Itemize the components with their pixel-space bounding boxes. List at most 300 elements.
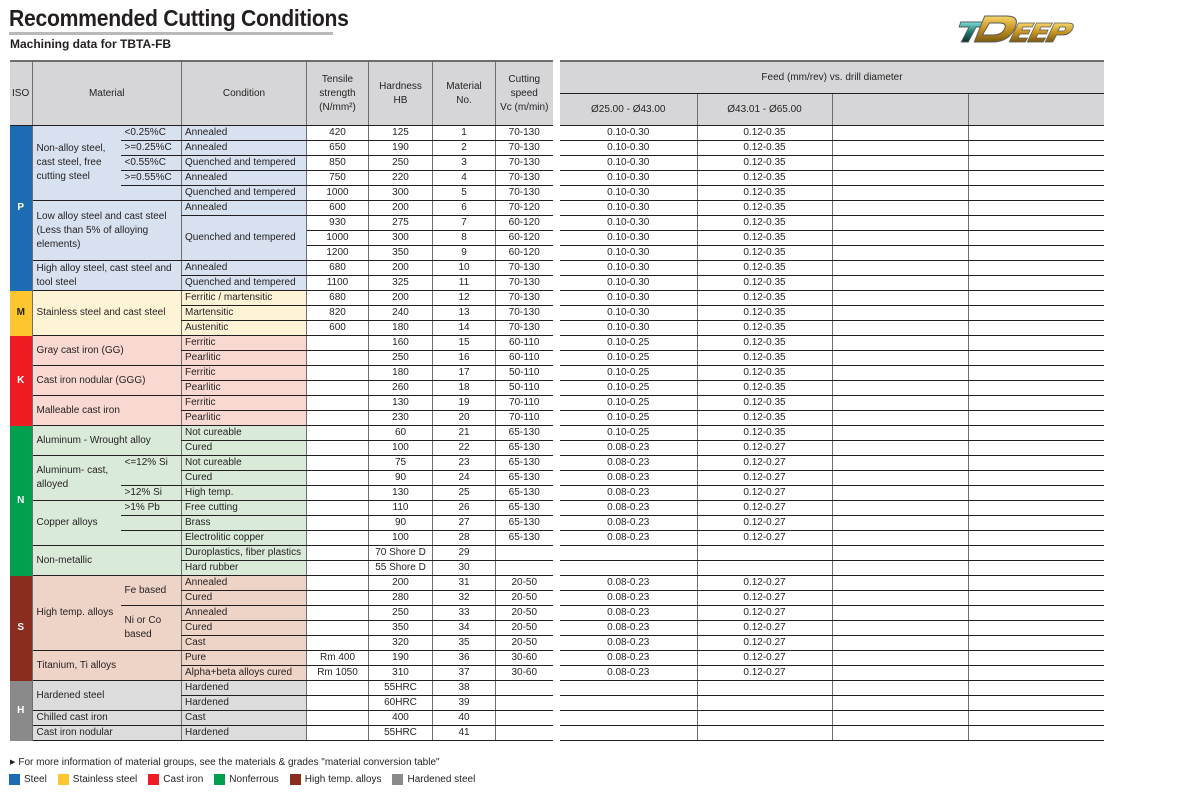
- hardness-cell: 260: [369, 381, 433, 396]
- condition-cell: Alpha+beta alloys cured: [182, 666, 307, 681]
- feed-row: [560, 276, 1104, 291]
- header-tensile-line2: strength: [319, 87, 356, 99]
- material-subgroup: [121, 516, 182, 531]
- feed-range-3-cell: [832, 441, 968, 456]
- tensile-cell: [307, 621, 369, 636]
- feed-range-2-cell: 0.12-0.27: [697, 441, 832, 456]
- feed-range-1-cell: 0.10-0.30: [560, 171, 697, 186]
- feed-range-3-cell: [832, 711, 968, 726]
- feed-range-1-cell: 0.10-0.25: [560, 336, 697, 351]
- feed-row: [560, 681, 1104, 696]
- header-hardness-line1: Hardness: [379, 80, 422, 92]
- cutting-speed-cell: 65-130: [496, 456, 553, 471]
- feed-range-4-cell: [968, 711, 1104, 726]
- cutting-speed-cell: 70-130: [496, 141, 553, 156]
- feed-row: [560, 441, 1104, 456]
- feed-range-2-cell: [697, 561, 832, 576]
- feed-range-3-cell: [832, 561, 968, 576]
- cutting-speed-cell: 65-130: [496, 531, 553, 546]
- feed-range-4-cell: [968, 351, 1104, 366]
- material-subgroup: >=0.25%C: [121, 141, 182, 156]
- feed-range-1-cell: 0.08-0.23: [560, 666, 697, 681]
- tensile-cell: [307, 576, 369, 591]
- material-no-cell: 32: [433, 591, 496, 606]
- feed-range-2-cell: 0.12-0.27: [697, 636, 832, 651]
- feed-range-3-cell: [832, 306, 968, 321]
- feed-range-1-cell: 0.10-0.25: [560, 366, 697, 381]
- tensile-cell: 420: [307, 126, 369, 141]
- feed-range-3-cell: [832, 651, 968, 666]
- tensile-cell: [307, 486, 369, 501]
- feed-range-1-cell: 0.10-0.30: [560, 201, 697, 216]
- feed-range-4-cell: [968, 546, 1104, 561]
- feed-range-1-cell: 0.10-0.25: [560, 411, 697, 426]
- tensile-cell: 1200: [307, 246, 369, 261]
- condition-cell: Cured: [182, 441, 307, 456]
- hardness-cell: 310: [369, 666, 433, 681]
- feed-range-2-cell: 0.12-0.35: [697, 351, 832, 366]
- material-subgroup: <0.55%C: [121, 156, 182, 171]
- legend-swatch: [392, 774, 403, 785]
- hardness-cell: 90: [369, 516, 433, 531]
- cutting-speed-cell: 65-130: [496, 471, 553, 486]
- feed-range-3-cell: [832, 606, 968, 621]
- condition-cell: Pearlitic: [182, 381, 307, 396]
- feed-range-4-cell: [968, 471, 1104, 486]
- feed-range-3-cell: [832, 261, 968, 276]
- feed-range-4-cell: [968, 216, 1104, 231]
- feed-row: [560, 516, 1104, 531]
- hardness-cell: 75: [369, 456, 433, 471]
- feed-range-3-cell: [832, 351, 968, 366]
- hardness-cell: 55HRC: [369, 681, 433, 696]
- table-row: [10, 456, 553, 471]
- feed-range-3-cell: [832, 381, 968, 396]
- feed-range-4-cell: [968, 726, 1104, 741]
- feed-row: [560, 306, 1104, 321]
- condition-cell: Ferritic / martensitic: [182, 291, 307, 306]
- legend-swatch: [148, 774, 159, 785]
- material-name: High temp. alloys: [32, 576, 121, 651]
- feed-range-3-cell: [832, 591, 968, 606]
- feed-range-1-cell: 0.10-0.30: [560, 261, 697, 276]
- hardness-cell: 60: [369, 426, 433, 441]
- feed-row: [560, 336, 1104, 351]
- material-subgroup: Ni or Co based: [121, 606, 182, 651]
- feed-range-4-cell: [968, 636, 1104, 651]
- table-row: [10, 261, 553, 276]
- cutting-speed-cell: 70-130: [496, 321, 553, 336]
- feed-range-3-cell: [832, 231, 968, 246]
- material-no-cell: 29: [433, 546, 496, 561]
- tensile-cell: [307, 441, 369, 456]
- material-no-cell: 28: [433, 531, 496, 546]
- legend-label: High temp. alloys: [304, 774, 382, 785]
- iso-group-p: P: [10, 126, 32, 291]
- iso-group-m: M: [10, 291, 32, 336]
- condition-cell: Cast: [182, 711, 307, 726]
- feed-range-4-cell: [968, 411, 1104, 426]
- hardness-cell: 240: [369, 306, 433, 321]
- feed-row: [560, 636, 1104, 651]
- tensile-cell: [307, 456, 369, 471]
- feed-range-1-cell: 0.08-0.23: [560, 606, 697, 621]
- hardness-cell: 275: [369, 216, 433, 231]
- feed-range-4-cell: [968, 696, 1104, 711]
- feed-row: [560, 561, 1104, 576]
- header-cutting-speed-line3: Vc (m/min): [500, 101, 549, 113]
- feed-range-1-cell: 0.08-0.23: [560, 591, 697, 606]
- feed-range-3-cell: [832, 546, 968, 561]
- condition-cell: Ferritic: [182, 336, 307, 351]
- condition-cell: Cured: [182, 621, 307, 636]
- material-name: Non-alloy steel, cast steel, free cutting steel: [32, 126, 121, 201]
- feed-range-2-cell: 0.12-0.35: [697, 261, 832, 276]
- feed-range-3-cell: [832, 291, 968, 306]
- feed-row: [560, 471, 1104, 486]
- feed-range-1-cell: 0.10-0.30: [560, 216, 697, 231]
- feed-row: [560, 201, 1104, 216]
- feed-range-2-cell: 0.12-0.35: [697, 216, 832, 231]
- cutting-speed-cell: 20-50: [496, 606, 553, 621]
- material-name: Gray cast iron (GG): [32, 336, 182, 366]
- hardness-cell: 90: [369, 471, 433, 486]
- condition-cell: Free cutting: [182, 501, 307, 516]
- tensile-cell: Rm 1050: [307, 666, 369, 681]
- hardness-cell: 180: [369, 366, 433, 381]
- legend-label: Hardened steel: [407, 774, 476, 785]
- feed-row: [560, 321, 1104, 336]
- header-iso: ISO: [10, 61, 32, 126]
- feed-range-2-cell: 0.12-0.27: [697, 516, 832, 531]
- condition-cell: Annealed: [182, 141, 307, 156]
- hardness-cell: 200: [369, 261, 433, 276]
- feed-range-2-cell: 0.12-0.35: [697, 231, 832, 246]
- iso-group-s: S: [10, 576, 32, 681]
- legend-item-nonferrous: [214, 774, 278, 785]
- feed-range-4-cell: [968, 606, 1104, 621]
- tensile-cell: [307, 336, 369, 351]
- material-no-cell: 8: [433, 231, 496, 246]
- feed-row: [560, 246, 1104, 261]
- feed-range-2-cell: 0.12-0.35: [697, 276, 832, 291]
- tensile-cell: [307, 531, 369, 546]
- condition-cell: Quenched and tempered: [182, 216, 307, 261]
- condition-cell: High temp.: [182, 486, 307, 501]
- material-no-cell: 10: [433, 261, 496, 276]
- feed-range-1-cell: [560, 696, 697, 711]
- hardness-cell: 300: [369, 186, 433, 201]
- condition-cell: Annealed: [182, 201, 307, 216]
- feed-range-2-cell: 0.12-0.35: [697, 291, 832, 306]
- condition-cell: Hardened: [182, 681, 307, 696]
- legend-swatch: [9, 774, 20, 785]
- feed-range-3-cell: [832, 726, 968, 741]
- feed-range-1-cell: 0.08-0.23: [560, 651, 697, 666]
- feed-row: [560, 621, 1104, 636]
- feed-range-4-cell: [968, 576, 1104, 591]
- tensile-cell: 1100: [307, 276, 369, 291]
- feed-range-3-cell: [832, 366, 968, 381]
- feed-range-3-cell: [832, 471, 968, 486]
- tensile-cell: [307, 591, 369, 606]
- material-subgroup: >12% Si: [121, 486, 182, 501]
- tensile-cell: [307, 696, 369, 711]
- feed-range-1-cell: 0.10-0.25: [560, 396, 697, 411]
- condition-cell: Not cureable: [182, 456, 307, 471]
- cutting-speed-cell: 70-120: [496, 201, 553, 216]
- feed-row: [560, 291, 1104, 306]
- feed-range-4-cell: [968, 381, 1104, 396]
- feed-range-4-cell: [968, 561, 1104, 576]
- condition-cell: Austenitic: [182, 321, 307, 336]
- feed-range-4-cell: [968, 141, 1104, 156]
- feed-range-3-cell: [832, 531, 968, 546]
- table-row: [10, 576, 553, 591]
- feed-range-2-cell: [697, 696, 832, 711]
- feed-range-2-cell: 0.12-0.35: [697, 426, 832, 441]
- feed-range-3-cell: [832, 216, 968, 231]
- tensile-cell: [307, 681, 369, 696]
- header-feed-range-1: Ø25.00 - Ø43.00: [560, 94, 697, 126]
- condition-cell: Quenched and tempered: [182, 276, 307, 291]
- feed-range-4-cell: [968, 621, 1104, 636]
- header-feed-range-3: [832, 94, 968, 126]
- feed-range-1-cell: 0.10-0.25: [560, 381, 697, 396]
- material-subgroup: <0.25%C: [121, 126, 182, 141]
- material-no-cell: 17: [433, 366, 496, 381]
- feed-row: [560, 351, 1104, 366]
- legend-label: Steel: [24, 774, 47, 785]
- material-no-cell: 13: [433, 306, 496, 321]
- feed-range-2-cell: 0.12-0.27: [697, 621, 832, 636]
- condition-cell: Hardened: [182, 726, 307, 741]
- tensile-cell: 750: [307, 171, 369, 186]
- hardness-cell: 55HRC: [369, 726, 433, 741]
- feed-range-1-cell: [560, 561, 697, 576]
- material-subgroup: >=0.55%C: [121, 171, 182, 186]
- condition-cell: Pearlitic: [182, 411, 307, 426]
- material-name: Aluminum- cast, alloyed: [32, 456, 121, 501]
- legend-label: Stainless steel: [72, 774, 138, 785]
- header-material: Material: [32, 61, 182, 126]
- feed-range-1-cell: 0.10-0.30: [560, 306, 697, 321]
- condition-cell: Quenched and tempered: [182, 186, 307, 201]
- feed-row: [560, 381, 1104, 396]
- feed-range-3-cell: [832, 576, 968, 591]
- material-name: High alloy steel, cast steel and tool steel: [32, 261, 182, 291]
- condition-cell: Duroplastics, fiber plastics: [182, 546, 307, 561]
- condition-cell: Ferritic: [182, 396, 307, 411]
- feed-range-3-cell: [832, 201, 968, 216]
- feed-row: [560, 126, 1104, 141]
- feed-range-3-cell: [832, 126, 968, 141]
- cutting-speed-cell: 60-110: [496, 351, 553, 366]
- feed-range-3-cell: [832, 321, 968, 336]
- hardness-cell: 250: [369, 351, 433, 366]
- feed-range-2-cell: 0.12-0.27: [697, 591, 832, 606]
- feed-range-3-cell: [832, 426, 968, 441]
- feed-range-2-cell: 0.12-0.27: [697, 456, 832, 471]
- hardness-cell: 250: [369, 156, 433, 171]
- feed-range-1-cell: 0.08-0.23: [560, 486, 697, 501]
- legend-item-cast-iron: [148, 774, 203, 785]
- hardness-cell: 250: [369, 606, 433, 621]
- feed-range-1-cell: [560, 726, 697, 741]
- hardness-cell: 125: [369, 126, 433, 141]
- cutting-speed-cell: 70-130: [496, 261, 553, 276]
- tensile-cell: 1000: [307, 231, 369, 246]
- feed-range-1-cell: 0.10-0.25: [560, 426, 697, 441]
- condition-cell: Quenched and tempered: [182, 156, 307, 171]
- cutting-speed-cell: [496, 711, 553, 726]
- table-row: [10, 651, 553, 666]
- material-no-cell: 40: [433, 711, 496, 726]
- feed-range-2-cell: 0.12-0.27: [697, 666, 832, 681]
- feed-range-1-cell: 0.08-0.23: [560, 531, 697, 546]
- feed-range-4-cell: [968, 591, 1104, 606]
- feed-range-2-cell: 0.12-0.35: [697, 381, 832, 396]
- header-tensile: [307, 61, 369, 126]
- condition-cell: Hardened: [182, 696, 307, 711]
- feed-row: [560, 261, 1104, 276]
- legend-item-high-temp: [290, 774, 382, 785]
- cutting-speed-cell: 20-50: [496, 636, 553, 651]
- page-subtitle: Machining data for TBTA-FB: [10, 37, 172, 51]
- cutting-speed-cell: 60-120: [496, 216, 553, 231]
- feed-range-4-cell: [968, 261, 1104, 276]
- cutting-speed-cell: 70-130: [496, 291, 553, 306]
- feed-range-2-cell: 0.12-0.27: [697, 471, 832, 486]
- material-no-cell: 31: [433, 576, 496, 591]
- feed-range-3-cell: [832, 516, 968, 531]
- cutting-speed-cell: 65-130: [496, 486, 553, 501]
- feed-range-2-cell: 0.12-0.35: [697, 321, 832, 336]
- tensile-cell: [307, 636, 369, 651]
- tensile-cell: 650: [307, 141, 369, 156]
- feed-row: [560, 696, 1104, 711]
- feed-range-2-cell: 0.12-0.35: [697, 141, 832, 156]
- tdeep-logo: [950, 12, 1090, 46]
- tensile-cell: [307, 396, 369, 411]
- feed-range-4-cell: [968, 336, 1104, 351]
- hardness-cell: 230: [369, 411, 433, 426]
- feed-range-4-cell: [968, 231, 1104, 246]
- feed-range-2-cell: 0.12-0.27: [697, 651, 832, 666]
- feed-range-4-cell: [968, 201, 1104, 216]
- condition-cell: Annealed: [182, 171, 307, 186]
- feed-range-2-cell: [697, 681, 832, 696]
- feed-range-4-cell: [968, 171, 1104, 186]
- feed-range-1-cell: 0.08-0.23: [560, 621, 697, 636]
- material-no-cell: 37: [433, 666, 496, 681]
- cutting-speed-cell: 70-130: [496, 306, 553, 321]
- feed-range-4-cell: [968, 651, 1104, 666]
- cutting-speed-cell: 70-110: [496, 396, 553, 411]
- tensile-cell: 930: [307, 216, 369, 231]
- condition-cell: Martensitic: [182, 306, 307, 321]
- feed-range-1-cell: 0.08-0.23: [560, 471, 697, 486]
- material-subgroup: [121, 186, 182, 201]
- material-name: Cast iron nodular: [32, 726, 182, 741]
- header-material-no: [433, 61, 496, 126]
- material-no-cell: 2: [433, 141, 496, 156]
- cutting-speed-cell: 50-110: [496, 381, 553, 396]
- material-no-cell: 34: [433, 621, 496, 636]
- feed-range-1-cell: [560, 681, 697, 696]
- material-no-cell: 14: [433, 321, 496, 336]
- tensile-cell: 850: [307, 156, 369, 171]
- feed-range-3-cell: [832, 456, 968, 471]
- feed-row: [560, 456, 1104, 471]
- feed-table: [560, 60, 1104, 741]
- feed-row: [560, 711, 1104, 726]
- material-no-cell: 22: [433, 441, 496, 456]
- feed-range-4-cell: [968, 531, 1104, 546]
- feed-range-2-cell: 0.12-0.35: [697, 171, 832, 186]
- feed-row: [560, 591, 1104, 606]
- material-no-cell: 6: [433, 201, 496, 216]
- feed-range-4-cell: [968, 426, 1104, 441]
- header-hardness: [369, 61, 433, 126]
- feed-row: [560, 426, 1104, 441]
- material-no-cell: 24: [433, 471, 496, 486]
- header-condition: Condition: [182, 61, 307, 126]
- condition-cell: Hard rubber: [182, 561, 307, 576]
- material-name: Malleable cast iron: [32, 396, 182, 426]
- feed-range-2-cell: 0.12-0.35: [697, 126, 832, 141]
- material-no-cell: 7: [433, 216, 496, 231]
- tensile-cell: [307, 516, 369, 531]
- feed-range-4-cell: [968, 291, 1104, 306]
- cutting-speed-cell: 65-130: [496, 501, 553, 516]
- header-cutting-speed-line1: Cutting: [508, 73, 541, 85]
- feed-range-4-cell: [968, 456, 1104, 471]
- feed-range-1-cell: 0.10-0.30: [560, 246, 697, 261]
- header-hardness-line2: HB: [393, 94, 408, 106]
- material-no-cell: 30: [433, 561, 496, 576]
- feed-range-2-cell: 0.12-0.35: [697, 396, 832, 411]
- legend-item-steel: [9, 774, 47, 785]
- feed-range-1-cell: 0.10-0.30: [560, 186, 697, 201]
- hardness-cell: 200: [369, 291, 433, 306]
- feed-range-4-cell: [968, 486, 1104, 501]
- feed-range-1-cell: 0.08-0.23: [560, 501, 697, 516]
- feed-range-1-cell: 0.10-0.30: [560, 126, 697, 141]
- condition-cell: Ferritic: [182, 366, 307, 381]
- feed-range-2-cell: [697, 546, 832, 561]
- tensile-cell: 600: [307, 321, 369, 336]
- legend-swatch: [58, 774, 69, 785]
- table-row: [10, 396, 553, 411]
- feed-range-2-cell: 0.12-0.35: [697, 186, 832, 201]
- hardness-cell: 400: [369, 711, 433, 726]
- table-row: [10, 366, 553, 381]
- feed-range-2-cell: 0.12-0.27: [697, 531, 832, 546]
- iso-group-h: H: [10, 681, 32, 741]
- cutting-speed-cell: 70-130: [496, 156, 553, 171]
- header-feed-range-4: [968, 94, 1104, 126]
- cutting-speed-cell: 50-110: [496, 366, 553, 381]
- hardness-cell: 70 Shore D: [369, 546, 433, 561]
- cutting-speed-cell: 20-50: [496, 621, 553, 636]
- feed-range-1-cell: 0.08-0.23: [560, 516, 697, 531]
- material-no-cell: 16: [433, 351, 496, 366]
- material-no-cell: 21: [433, 426, 496, 441]
- cutting-speed-cell: 70-130: [496, 276, 553, 291]
- material-no-cell: 38: [433, 681, 496, 696]
- material-no-cell: 15: [433, 336, 496, 351]
